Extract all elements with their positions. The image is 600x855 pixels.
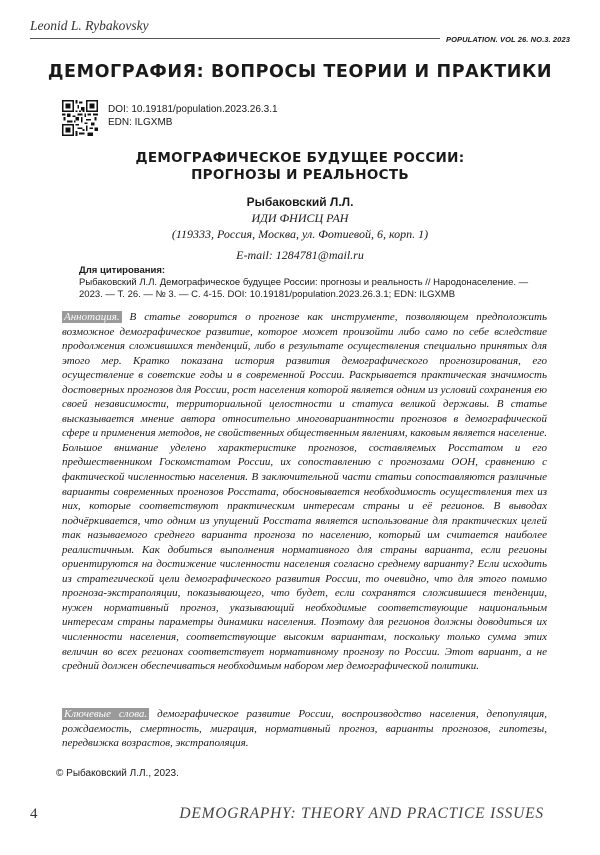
copyright-notice: © Рыбаковский Л.Л., 2023. xyxy=(56,768,179,779)
page-number: 4 xyxy=(30,806,38,822)
qr-code-icon xyxy=(62,100,98,136)
section-title: ДЕМОГРАФИЯ: ВОПРОСЫ ТЕОРИИ И ПРАКТИКИ xyxy=(47,62,553,82)
author-email[interactable]: E-mail: 1284781@mail.ru xyxy=(236,248,364,262)
running-header xyxy=(30,18,570,48)
running-header-author: Leonid L. Rybakovsky xyxy=(30,18,149,33)
affiliation-org: ИДИ ФНИСЦ РАН xyxy=(251,211,349,225)
footer-journal-title: DEMOGRAPHY: THEORY AND PRACTICE ISSUES xyxy=(179,805,544,822)
edn-text: EDN: ILGXMB xyxy=(108,117,173,128)
abstract xyxy=(62,310,547,674)
citation-block xyxy=(79,265,549,301)
doi-text[interactable]: DOI: 10.19181/population.2023.26.3.1 xyxy=(108,104,278,115)
article-title-line-1: ДЕМОГРАФИЧЕСКОЕ БУДУЩЕЕ РОССИИ: xyxy=(135,150,465,166)
affiliation-address: (119333, Россия, Москва, ул. Фотиевой, 6, корп. 1) xyxy=(171,227,429,241)
abstract-label: Аннотация. xyxy=(64,311,120,323)
keywords-text: демографическое развитие России, воспроизводство населения, депопуляция, рождаемость, смертность, миграция, нормативный прогноз, варианты прогнозов, гипотезы, передвижка возрастов, экстраполяция. xyxy=(62,708,547,750)
article-title xyxy=(60,150,540,184)
keywords-label: Ключевые слова. xyxy=(64,708,148,720)
article-title-line-2: ПРОГНОЗЫ И РЕАЛЬНОСТЬ xyxy=(191,167,409,183)
citation-text: Рыбаковский Л.Л. Демографическое будущее России: прогнозы и реальность // Народонаселение. — 2023. — Т. 26. — № 3. — С. 4-15. DOI: 10.19181/population.2023.26.3.1; EDN: ILGXMB xyxy=(79,277,529,300)
author-name: Рыбаковский Л.Л. xyxy=(246,195,354,209)
doi-lines xyxy=(108,103,278,129)
running-header-journal: POPULATION. VOL 26. NO.3. 2023 xyxy=(440,35,570,44)
keywords xyxy=(62,707,547,751)
abstract-text: В статье говорится о прогнозе как инструменте, позволяющем предположить возможное демографическое развитие, которое может произойти либо само по себе вследствие продолжения сложившихся тенденций, либо в результате осуществления специально принятых для этого мер. Кратко показана история развития демографического прогнозирования, его осуществление в советские годы и в современной России. Раскрывается практическая значимость достоверных прогнозов для России, рост населения которой является одним из условий сохранения ею своей независимости, территориальной целостности и статуса великой державы. В статье высказывается мнение автора относительно многовариантности прогнозов в демографической сфере и применения методов, не свойственных общественным явлениям, каковым является население. Большое внимание уделено характеристике прогнозов, составляемых Росстатом и его предшественником Госкомстатом России, их сопоставлению с прогнозами ООН, сравнению с фактической численностью населения. В заключительной части статьи сопоставляются различные варианты современных прогнозов Росстата, обосновывается необходимость осуществления тех из них, которые соответствуют практическим интересам страны и её регионов. В выводах подчёркивается, что одним из упущений Росстата является использование для практических целей так называемого среднего варианта прогноза по населению, который им считается наиболее реалистичным. Как добиться выполнения нормативного для страны варианта, если регионы ориентируются на достижение численности населения согласно среднему варианту? Если исходить из стратегической цели демографического развития России, то очевидно, что для этого помимо прогноза-экстраполяции, показывающего, что будет, если сохранятся сложившиеся тенденции, нужен нормативный прогноз, указывающий необходимые соответствующие национальным интересам страны параметры динамики населения. Поэтому для регионов должны доводиться их численности населения, соответствующие высоким вариантам, поскольку только сумма этих величин во всех регионах соответствует нормативному прогнозу по России. Этот вариант, а не средний должен обеспечиваться необходимым набором мер демографической политики. xyxy=(62,311,548,673)
citation-label: Для цитирования: xyxy=(79,265,166,276)
